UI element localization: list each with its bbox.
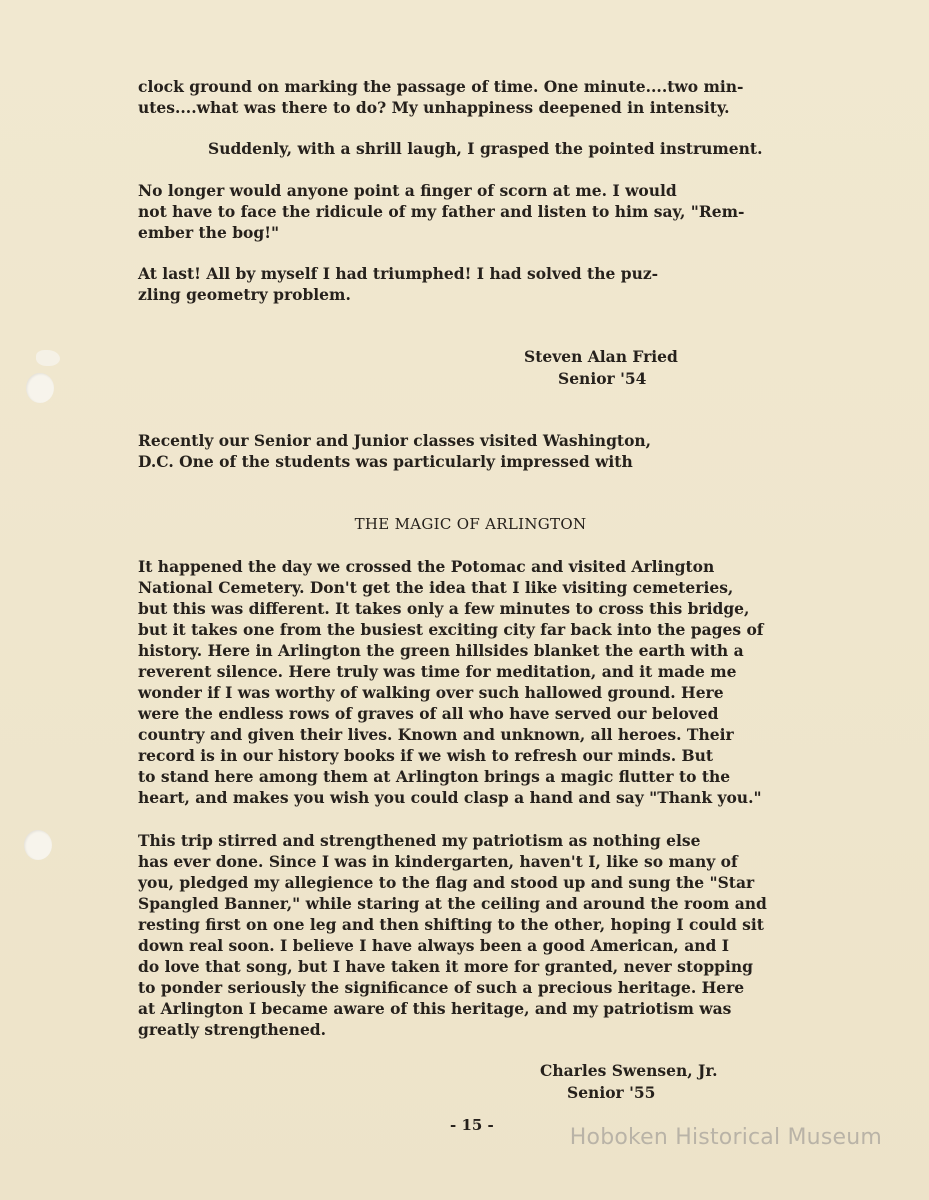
paragraph-suddenly: Suddenly, with a shrill laugh, I grasped the pointed instrument. — [208, 139, 763, 158]
page-number: - 15 - — [450, 1116, 494, 1134]
binder-hole-upper — [26, 373, 54, 403]
binder-hole-lower — [24, 830, 52, 860]
paragraph-clock: clock ground on marking the passage of time. One minute....two min- utes....what was there to do? My unhappiness deepened in intensity. — [138, 77, 744, 117]
paragraph-arlington: It happened the day we crossed the Potomac and visited Arlington National Cemetery. Don't get the idea that I like visiting cemeteries, but this was different. It takes only a few minutes to cross this bridge, but it takes one from the busiest exciting city far back into the pages of history. Here in Arlington the green hillsides blanket the earth with a reverent silence. Here truly was time for meditation, and it made me wonder if I was worthy of walking over such hallowed ground. Here were the endless rows of graves of all who have served our beloved country and given their lives. Known and unknown, all heroes. Their record is in our history books if we wish to refresh our minds. But to stand here among them at Arlington brings a magic flutter to the heart, and makes you wish you could clasp a hand and say "Thank you." — [138, 557, 764, 807]
watermark: Hoboken Historical Museum — [569, 1125, 882, 1150]
signature-author-class: Senior '54 — [558, 369, 647, 388]
torn-paper-mark — [36, 350, 60, 366]
paragraph-patriotism: This trip stirred and strengthened my patriotism as nothing else has ever done. Since I was in kindergarten, haven't I, like so many of you, pledged my allegience to the flag and stood up and sung the "Star Spangled Banner," while staring at the ceiling and around the room and resting first on one leg and then shifting to the other, hoping I could sit down real soon. I believe I have always been a good American, and I do love that song, but I have taken it more for granted, never stopping to ponder seriously the significance of such a precious heritage. Here at Arlington I became aware of this heritage, and my patriotism was greatly strengthened. — [138, 831, 767, 1039]
intro-paragraph: Recently our Senior and Junior classes visited Washington, D.C. One of the students was particularly impressed with — [138, 431, 652, 471]
signature-author-name: Charles Swensen, Jr. — [540, 1061, 718, 1080]
essay-title: THE MAGIC OF ARLINGTON — [354, 515, 587, 533]
paragraph-no-longer: No longer would anyone point a finger of scorn at me. I would not have to face the ridicule of my father and listen to him say, "Rem- ember the bog!" — [138, 181, 745, 242]
signature-author-name: Steven Alan Fried — [524, 347, 678, 366]
signature-author-class: Senior '55 — [567, 1083, 656, 1102]
paragraph-at-last: At last! All by myself I had triumphed! I had solved the puz- zling geometry problem. — [138, 264, 659, 304]
